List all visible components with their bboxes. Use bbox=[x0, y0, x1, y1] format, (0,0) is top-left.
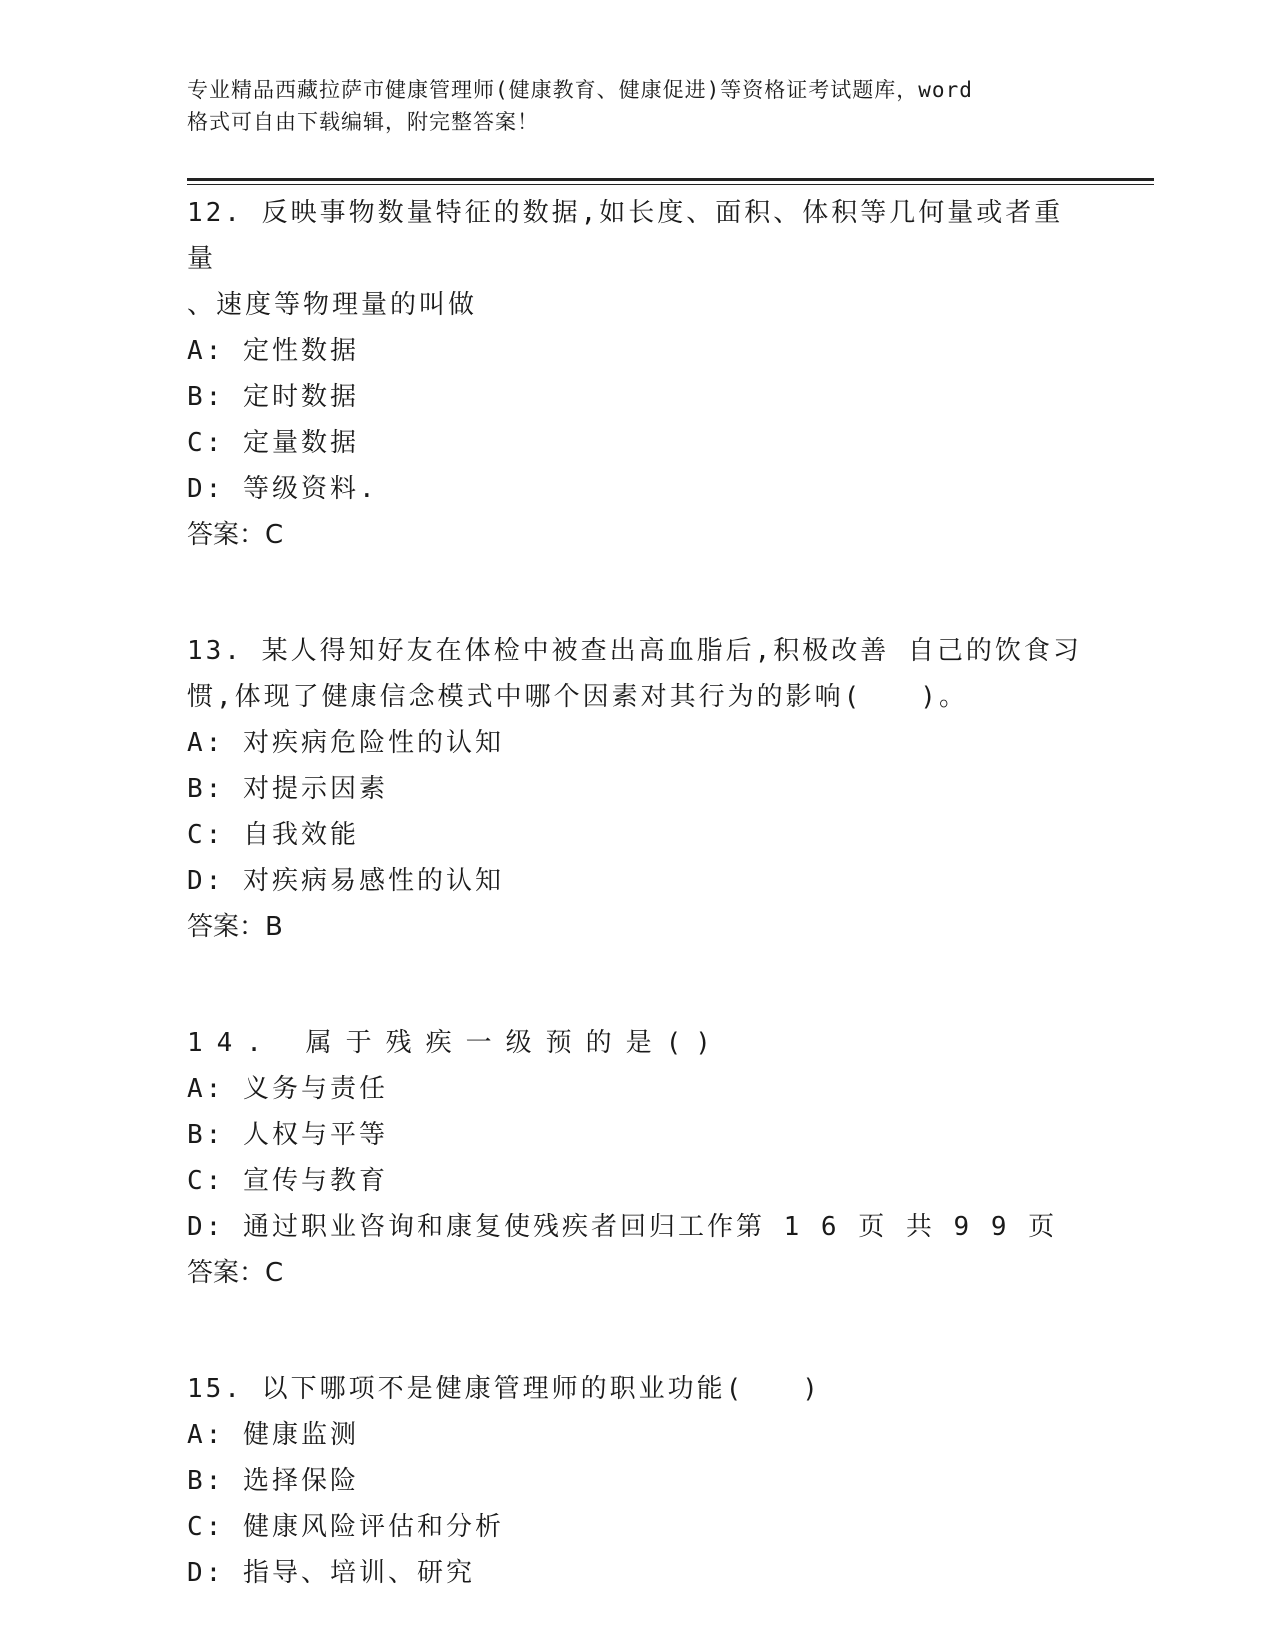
question-stem-line-2: 惯,体现了健康信念模式中哪个因素对其行为的影响( )。 bbox=[187, 682, 968, 712]
question-stem-line-1: 15. 以下哪项不是健康管理师的职业功能( ) bbox=[187, 1374, 821, 1404]
option-d: D: 指导、培训、研究 bbox=[187, 1558, 475, 1588]
header-line-2: 格式可自由下载编辑，附完整答案！ bbox=[187, 110, 539, 134]
question-list bbox=[187, 190, 1087, 1596]
option-d: D: 通过职业咨询和康复使残疾者回归工作第 1 6 页 共 9 9 页 bbox=[187, 1212, 1058, 1242]
option-c: C: 定量数据 bbox=[187, 428, 359, 458]
question-14 bbox=[187, 1020, 1087, 1296]
question-stem-line-1: 13. 某人得知好友在体检中被查出高血脂后,积极改善 自己的饮食习 bbox=[187, 636, 1082, 666]
question-stem-line-2: 、速度等物理量的叫做 bbox=[187, 290, 478, 320]
option-d: D: 等级资料. bbox=[187, 474, 378, 504]
option-c: C: 宣传与教育 bbox=[187, 1166, 388, 1196]
question-13 bbox=[187, 628, 1087, 950]
answer-line: 答案：B bbox=[187, 912, 283, 942]
option-c: C: 自我效能 bbox=[187, 820, 359, 850]
answer-line: 答案：C bbox=[187, 1258, 284, 1288]
question-12 bbox=[187, 190, 1087, 558]
header-line-1: 专业精品西藏拉萨市健康管理师(健康教育、健康促进)等资格证考试题库，word bbox=[187, 78, 973, 102]
option-a: A: 对疾病危险性的认知 bbox=[187, 728, 504, 758]
header-divider-thin bbox=[187, 184, 1154, 185]
option-b: B: 定时数据 bbox=[187, 382, 359, 412]
spacer bbox=[187, 950, 1087, 1020]
option-b: B: 对提示因素 bbox=[187, 774, 388, 804]
option-b: B: 选择保险 bbox=[187, 1466, 359, 1496]
option-a: A: 健康监测 bbox=[187, 1420, 359, 1450]
spacer bbox=[187, 558, 1087, 628]
spacer bbox=[187, 1296, 1087, 1366]
option-c: C: 健康风险评估和分析 bbox=[187, 1512, 504, 1542]
option-a: A: 定性数据 bbox=[187, 336, 359, 366]
option-a: A: 义务与责任 bbox=[187, 1074, 388, 1104]
option-d: D: 对疾病易感性的认知 bbox=[187, 866, 504, 896]
question-stem-line-1: 12. 反映事物数量特征的数据,如长度、面积、体积等几何量或者重量 bbox=[187, 198, 1064, 274]
document-header bbox=[187, 74, 1067, 138]
header-divider-thick bbox=[187, 178, 1154, 181]
option-b: B: 人权与平等 bbox=[187, 1120, 388, 1150]
question-stem-line-1: 14. 属于残疾一级预的是() bbox=[187, 1028, 725, 1058]
answer-line: 答案：C bbox=[187, 520, 284, 550]
question-15 bbox=[187, 1366, 1087, 1596]
